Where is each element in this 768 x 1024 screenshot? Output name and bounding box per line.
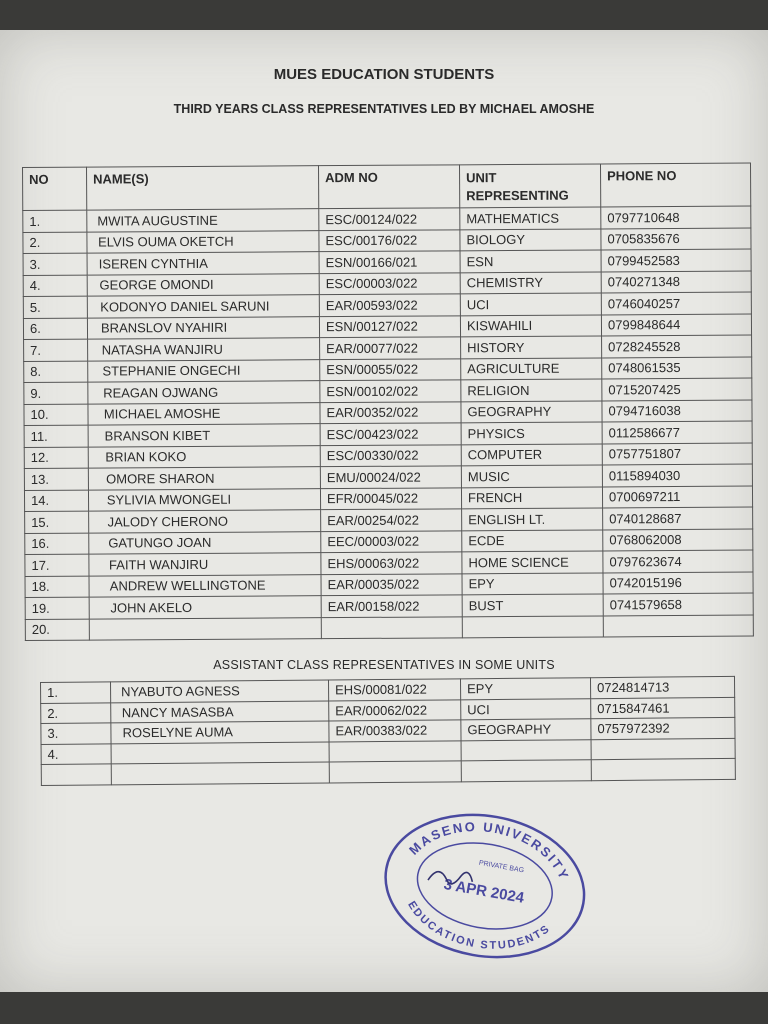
table-cell xyxy=(603,615,753,637)
table-body xyxy=(23,206,754,640)
table-cell: 0724814713 xyxy=(590,676,734,698)
table-cell: STEPHANIE ONGECHI xyxy=(88,359,320,382)
table-cell: 0115894030 xyxy=(602,464,752,486)
table-cell: EAR/00593/022 xyxy=(319,294,460,316)
table-cell: GATUNGO JOAN xyxy=(89,531,321,554)
table-cell xyxy=(591,738,735,760)
table-cell: 1. xyxy=(23,210,87,232)
table-cell: 3. xyxy=(41,723,111,744)
table-cell: 0746040257 xyxy=(601,292,751,314)
table-cell xyxy=(41,764,111,785)
table-cell xyxy=(321,616,462,638)
table-cell: 5. xyxy=(23,296,87,318)
table-cell: BUST xyxy=(462,594,603,616)
table-cell: EAR/00035/022 xyxy=(321,573,462,595)
table-cell: RELIGION xyxy=(461,379,602,401)
table-header-row xyxy=(23,163,751,210)
table-cell: BIOLOGY xyxy=(460,228,601,250)
table-cell: 0797710648 xyxy=(601,206,751,228)
table-cell: 18. xyxy=(25,576,89,598)
table-cell: 9. xyxy=(24,382,88,404)
table-cell: 0728245528 xyxy=(602,335,752,357)
table-cell: ESN/00102/022 xyxy=(320,380,461,402)
column-header: NO xyxy=(23,167,87,210)
table-cell: 17. xyxy=(25,554,89,576)
table-cell: 0757751807 xyxy=(602,443,752,465)
table-cell: 0799452583 xyxy=(601,249,751,271)
table-cell: 4. xyxy=(23,275,87,297)
table-cell: EAR/00077/022 xyxy=(320,337,461,359)
table-cell: UCI xyxy=(460,293,601,315)
column-header: PHONE NO xyxy=(600,163,750,207)
document-subtitle: THIRD YEARS CLASS REPRESENTATIVES LED BY MICHAEL AMOSHE xyxy=(173,102,595,116)
table-cell: 0797623674 xyxy=(603,550,753,572)
table-cell: ESC/00003/022 xyxy=(319,272,460,294)
table-cell: 0742015196 xyxy=(603,572,753,594)
table-cell: 0794716038 xyxy=(602,400,752,422)
column-header: UNIT REPRESENTING xyxy=(459,164,600,208)
table-cell xyxy=(111,762,329,784)
table-cell: EPY xyxy=(460,678,590,700)
table-cell xyxy=(462,615,603,637)
table-cell: EHS/00063/022 xyxy=(321,552,462,574)
table-cell: 13. xyxy=(24,468,88,490)
table-cell: ANDREW WELLINGTONE xyxy=(89,574,321,597)
table-cell: 0740128687 xyxy=(603,507,753,529)
table-cell: ROSELYNE AUMA xyxy=(111,721,329,743)
table-cell: 7. xyxy=(24,339,88,361)
table-cell: 0799848644 xyxy=(601,314,751,336)
table-cell: EPY xyxy=(462,572,603,594)
table-cell: BRANSLOV NYAHIRI xyxy=(87,316,319,339)
class-representatives-table xyxy=(22,163,754,641)
table-cell: GEOGRAPHY xyxy=(461,719,591,741)
table-cell: HOME SCIENCE xyxy=(462,551,603,573)
table-cell: ESC/00124/022 xyxy=(319,208,460,230)
table-cell: MICHAEL AMOSHE xyxy=(88,402,320,425)
table-cell: EAR/00383/022 xyxy=(329,720,461,742)
table-cell xyxy=(89,617,321,640)
table-cell: UCI xyxy=(461,698,591,720)
table-cell: 0705835676 xyxy=(601,228,751,250)
table-cell: JALODY CHERONO xyxy=(89,510,321,533)
table-cell: ESN xyxy=(460,250,601,272)
table-cell: EAR/00254/022 xyxy=(321,509,462,531)
table-cell: 20. xyxy=(25,619,89,641)
table-cell: ESC/00330/022 xyxy=(320,444,461,466)
university-stamp xyxy=(369,793,602,977)
table-cell: EFR/00045/022 xyxy=(320,487,461,509)
table-cell: JOHN AKELO xyxy=(89,596,321,619)
table-cell: ELVIS OUMA OKETCH xyxy=(87,230,319,253)
table-cell: 2. xyxy=(41,702,111,723)
table-cell: BRIAN KOKO xyxy=(88,445,320,468)
table-cell xyxy=(329,761,461,783)
table-cell: 2. xyxy=(23,232,87,254)
document-title: MUES EDUCATION STUDENTS xyxy=(273,66,495,83)
table-cell: MUSIC xyxy=(461,465,602,487)
table-cell: 4. xyxy=(41,743,111,764)
table-cell: NYABUTO AGNESS xyxy=(111,680,329,702)
table-cell: AGRICULTURE xyxy=(461,357,602,379)
assistant-representatives-table xyxy=(40,676,736,786)
table-cell: NATASHA WANJIRU xyxy=(88,338,320,361)
table-cell: NANCY MASASBA xyxy=(111,700,329,722)
table-cell: HISTORY xyxy=(461,336,602,358)
table-cell: 0715207425 xyxy=(602,378,752,400)
svg-text:MASENO UNIVERSITY xyxy=(404,806,579,885)
assistant-section-title: ASSISTANT CLASS REPRESENTATIVES IN SOME UNITS xyxy=(213,658,555,672)
table-cell: ESN/00127/022 xyxy=(319,315,460,337)
table-cell: 0715847461 xyxy=(591,697,735,719)
table-cell: 0748061535 xyxy=(602,357,752,379)
table-cell: 0741579658 xyxy=(603,593,753,615)
table-cell: OMORE SHARON xyxy=(88,467,320,490)
table-cell: 8. xyxy=(24,361,88,383)
stamp-inner-text: PRIVATE BAG xyxy=(478,859,525,875)
table-cell xyxy=(461,760,591,782)
table-cell: 11. xyxy=(24,425,88,447)
table-cell: 0768062008 xyxy=(603,529,753,551)
table-cell: EMU/00024/022 xyxy=(320,466,461,488)
table-cell: EEC/00003/022 xyxy=(321,530,462,552)
table-cell: 0740271348 xyxy=(601,271,751,293)
table-cell: GEOGRAPHY xyxy=(461,400,602,422)
table-cell: 12. xyxy=(24,447,88,469)
table-cell: EHS/00081/022 xyxy=(328,679,460,701)
table-cell: 0757972392 xyxy=(591,717,735,739)
table-cell: EAR/00062/022 xyxy=(329,699,461,721)
table-cell: GEORGE OMONDI xyxy=(87,273,319,296)
table-cell: PHYSICS xyxy=(461,422,602,444)
table-row xyxy=(25,615,753,641)
stamp-bottom-text: EDUCATION STUDENTS xyxy=(405,899,553,952)
document-page xyxy=(0,30,768,992)
table-cell: COMPUTER xyxy=(461,443,602,465)
table-cell: 16. xyxy=(25,533,89,555)
table-cell: 6. xyxy=(23,318,87,340)
stamp-top-text: MASENO UNIVERSITY xyxy=(406,818,573,883)
table-cell: 0700697211 xyxy=(602,486,752,508)
column-header: NAME(S) xyxy=(87,166,319,210)
table-cell: EAR/00158/022 xyxy=(321,595,462,617)
table-cell: 0112586677 xyxy=(602,421,752,443)
table-cell: ISEREN CYNTHIA xyxy=(87,252,319,275)
table-cell: BRANSON KIBET xyxy=(88,424,320,447)
table-cell: FAITH WANJIRU xyxy=(89,553,321,576)
table-cell: KODONYO DANIEL SARUNI xyxy=(87,295,319,318)
table-cell: EAR/00352/022 xyxy=(320,401,461,423)
stamp-date: 3 APR 2024 xyxy=(442,875,526,907)
table-cell: 3. xyxy=(23,253,87,275)
table-cell xyxy=(329,740,461,762)
table-cell xyxy=(591,758,735,780)
column-header: ADM NO xyxy=(318,165,459,209)
table-cell: 14. xyxy=(24,490,88,512)
table-cell: MWITA AUGUSTINE xyxy=(87,209,319,232)
table-cell: ESN/00166/021 xyxy=(319,251,460,273)
table-cell: KISWAHILI xyxy=(460,314,601,336)
table-cell: ECDE xyxy=(462,529,603,551)
table-cell xyxy=(111,741,329,763)
table-cell: ESC/00176/022 xyxy=(319,229,460,251)
table-cell: ENGLISH LT. xyxy=(462,508,603,530)
table-cell: MATHEMATICS xyxy=(460,207,601,229)
table-cell: ESN/00055/022 xyxy=(320,358,461,380)
table-cell: CHEMISTRY xyxy=(460,271,601,293)
table-cell: 19. xyxy=(25,597,89,619)
table-cell: 15. xyxy=(25,511,89,533)
table-cell: REAGAN OJWANG xyxy=(88,381,320,404)
table-cell: FRENCH xyxy=(461,486,602,508)
table-body xyxy=(41,676,736,785)
table-cell: 1. xyxy=(41,682,111,703)
table-cell: SYLIVIA MWONGELI xyxy=(88,488,320,511)
table-cell: ESC/00423/022 xyxy=(320,423,461,445)
table-cell: 10. xyxy=(24,404,88,426)
stamp-seal-icon xyxy=(369,793,602,977)
table-cell xyxy=(461,739,591,761)
